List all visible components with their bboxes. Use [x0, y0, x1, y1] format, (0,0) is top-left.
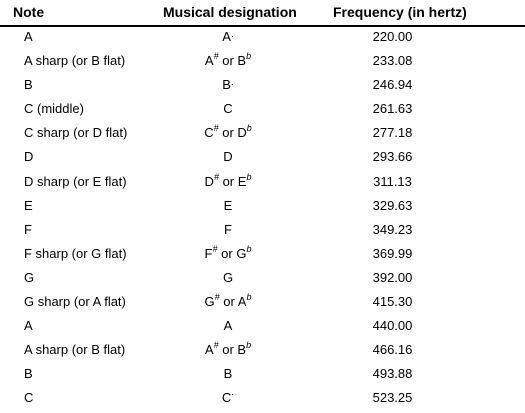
- frequency-cell: 277.18: [372, 125, 413, 141]
- frequency-cell: 415.30: [372, 294, 413, 310]
- note-cell: B: [24, 77, 33, 93]
- note-cell: G: [24, 269, 35, 285]
- note-cell: C sharp (or D flat): [24, 125, 128, 141]
- designation-letter: B: [223, 366, 233, 382]
- note-cell: G sharp (or A flat): [24, 294, 126, 310]
- frequency-cell: 246.94: [372, 77, 413, 93]
- frequency-cell: 392.00: [372, 269, 413, 285]
- designation-letter: A: [204, 53, 214, 69]
- note-cell: E: [24, 197, 33, 213]
- frequency-cell: 349.23: [372, 221, 413, 237]
- table-row: [0, 99, 525, 123]
- table-row: [0, 388, 525, 412]
- octave-mark: .: [230, 77, 234, 89]
- table-row: [0, 172, 525, 196]
- designation-join: or: [221, 245, 233, 261]
- designation-letter: B: [222, 77, 231, 93]
- designation-cell: [168, 342, 288, 357]
- frequency-cell: 329.63: [372, 197, 413, 213]
- note-cell: A: [24, 318, 33, 334]
- note-cell: C: [24, 390, 34, 406]
- sharp-mark: #: [213, 51, 219, 62]
- table-row: [0, 196, 525, 220]
- designation-letter: A: [223, 318, 233, 334]
- designation-letter: C: [221, 390, 232, 406]
- table-row: [0, 292, 525, 316]
- designation-letter: F: [224, 221, 232, 237]
- note-cell: A sharp (or B flat): [24, 53, 126, 69]
- frequency-cell: 293.66: [372, 149, 413, 165]
- flat-mark: b: [246, 340, 252, 351]
- designation-join: or: [222, 342, 234, 358]
- table-header-row: [0, 0, 525, 26]
- designation-cell: [168, 243, 288, 261]
- table-row: [0, 147, 525, 171]
- designation-cell: [168, 222, 288, 237]
- designation-letter: A: [222, 29, 231, 44]
- designation-cell: [168, 318, 288, 333]
- designation-join: or: [222, 53, 234, 69]
- designation-cell: [168, 125, 288, 140]
- designation-cell: [168, 387, 288, 406]
- octave-mark: .: [231, 387, 235, 399]
- designation-letter: D: [204, 173, 214, 189]
- flat-mark: b: [246, 123, 252, 134]
- table-body: [0, 27, 525, 413]
- note-cell: D: [24, 149, 34, 165]
- flat-mark: b: [246, 292, 252, 303]
- frequency-cell: 369.99: [372, 245, 413, 261]
- table-row: [0, 27, 525, 51]
- flat-mark: b: [246, 243, 252, 254]
- designation-cell: [168, 101, 288, 116]
- designation-letter: G: [236, 245, 247, 261]
- designation-cell: [168, 270, 288, 285]
- frequency-cell: 311.13: [373, 173, 412, 189]
- frequency-cell: 523.25: [372, 390, 413, 406]
- designation-cell: [168, 29, 288, 44]
- designation-letter: C: [204, 125, 214, 141]
- header-note: Note: [13, 4, 45, 20]
- octave-mark: .: [230, 29, 234, 40]
- table-row: [0, 340, 525, 364]
- flat-mark: b: [246, 171, 252, 182]
- frequency-cell: 233.08: [372, 53, 413, 69]
- table-row: [0, 316, 525, 340]
- sharp-mark: #: [212, 243, 218, 254]
- header-frequency: Frequency (in hertz): [333, 4, 467, 20]
- designation-cell: [168, 198, 288, 213]
- designation-letter: C: [223, 101, 233, 117]
- designation-letter: A: [204, 342, 214, 358]
- designation-letter: F: [204, 245, 213, 261]
- note-cell: A sharp (or B flat): [24, 342, 126, 358]
- table-row: [0, 364, 525, 388]
- designation-letter: E: [223, 197, 233, 213]
- note-cell: C (middle): [24, 101, 84, 117]
- designation-letter: E: [237, 173, 247, 189]
- table-row: [0, 123, 525, 147]
- frequency-cell: 440.00: [372, 318, 413, 334]
- designation-join: or: [222, 173, 235, 189]
- frequency-cell: 261.63: [372, 101, 413, 117]
- designation-cell: [168, 77, 288, 92]
- designation-letter: D: [223, 149, 233, 165]
- designation-letter: D: [237, 125, 247, 141]
- table-row: [0, 75, 525, 99]
- header-musical-designation: Musical designation: [163, 4, 297, 20]
- note-cell: F sharp (or G flat): [24, 245, 127, 261]
- designation-letter: A: [237, 294, 247, 310]
- sharp-mark: #: [214, 292, 220, 303]
- designation-cell: [168, 366, 288, 381]
- note-cell: D sharp (or E flat): [24, 173, 127, 189]
- sharp-mark: #: [213, 123, 219, 134]
- frequency-cell: 220.00: [372, 29, 413, 44]
- note-cell: A: [24, 29, 33, 44]
- sharp-mark: #: [213, 340, 219, 351]
- designation-letter: G: [222, 269, 234, 285]
- table-row: [0, 268, 525, 292]
- designation-join: or: [222, 125, 234, 141]
- note-cell: B: [24, 366, 33, 382]
- note-cell: F: [24, 221, 32, 237]
- designation-cell: [168, 53, 288, 68]
- table-row: [0, 244, 525, 268]
- designation-cell: [168, 294, 288, 309]
- table-row: [0, 220, 525, 244]
- designation-cell: [168, 149, 288, 164]
- designation-letter: B: [237, 53, 247, 69]
- designation-cell: [168, 171, 288, 189]
- sharp-mark: #: [213, 171, 219, 182]
- designation-letter: G: [204, 294, 215, 310]
- table-row: [0, 51, 525, 75]
- frequency-cell: 493.88: [372, 366, 413, 382]
- flat-mark: b: [246, 51, 252, 62]
- designation-letter: B: [237, 342, 247, 358]
- frequency-cell: 466.16: [372, 342, 413, 358]
- designation-join: or: [223, 294, 235, 310]
